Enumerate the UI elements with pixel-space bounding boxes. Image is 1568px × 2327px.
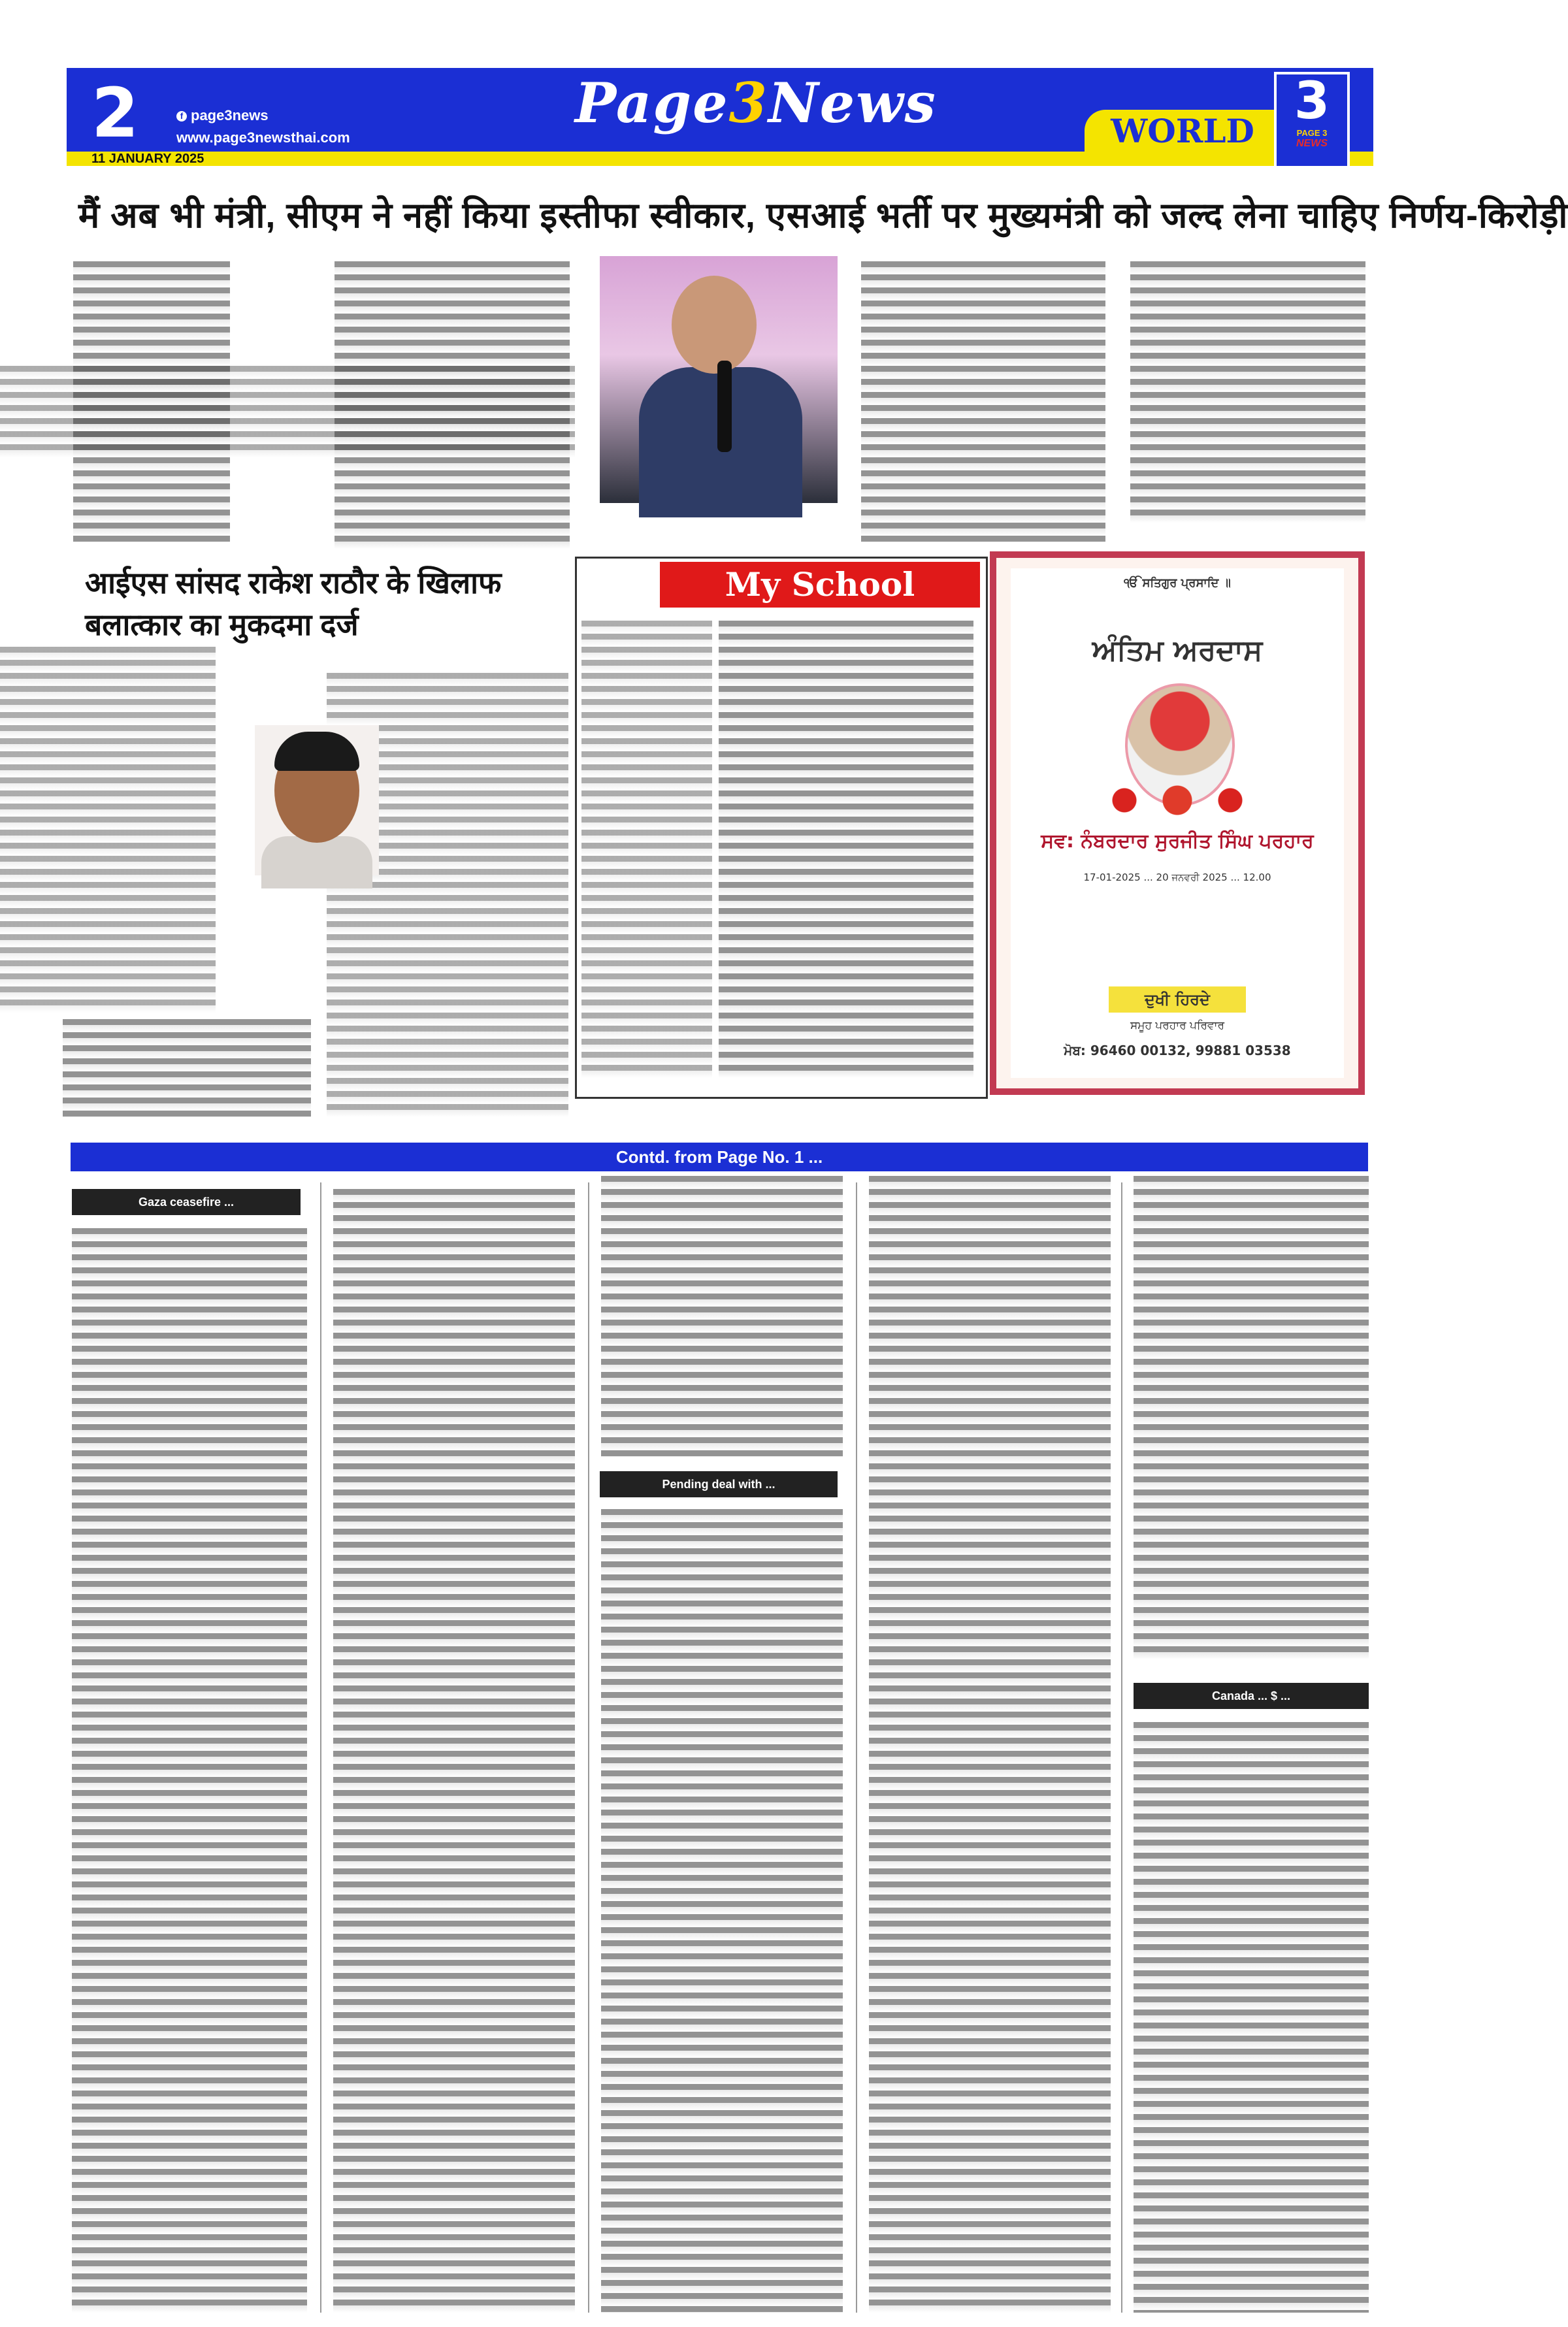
flower-wreath-icon (1089, 777, 1266, 823)
secondary-headline: आईएस सांसद राकेश राठौर के खिलाफ बलात्कार का मुकदमा दर्ज (85, 566, 502, 642)
facebook-icon: f (176, 111, 187, 122)
page3-logo: 3 PAGE 3 NEWS (1274, 72, 1350, 169)
article-column (63, 1019, 311, 1117)
page-number: 2 (91, 73, 139, 153)
ad-title: ਅੰਤਿਮ ਅਰਦਾਸ (1092, 634, 1263, 667)
date-strip (67, 152, 1373, 166)
continued-bar: Contd. from Page No. 1 ... (71, 1143, 1368, 1171)
lead-headline: मैं अब भी मंत्री, सीएम ने नहीं किया इस्तीफा स्वीकार, एसआई भर्ती पर मुख्यमंत्री को जल्द लेना चाहिए निर्णय-किरोड़ी (78, 196, 1568, 235)
ad-signoff: ਦੁਖੀ ਹਿਰਦੇ (1109, 986, 1246, 1013)
article-column (333, 1189, 575, 2313)
continued-label: Pending deal with ... (600, 1471, 838, 1497)
article-column (0, 647, 216, 1013)
article-column (1134, 1722, 1369, 2313)
section-label: WORLD (1085, 110, 1281, 153)
column-rule (1121, 1182, 1122, 2313)
obituary-ad (990, 551, 1365, 1095)
article-column (869, 1176, 1111, 2313)
column-rule (856, 1182, 857, 2313)
speaker-photo (600, 256, 838, 503)
website-link[interactable]: www.page3newsthai.com (176, 129, 350, 146)
deceased-name: ਸਵ: ਨੰਬਰਦਾਰ ਸੁਰਜੀਤ ਸਿੰਘ ਪਰਹਾਰ (1041, 830, 1314, 853)
politician-photo (255, 725, 379, 875)
issue-date: 11 JANUARY 2025 (91, 152, 204, 166)
microphone-icon (717, 361, 732, 452)
ad-phone: ਮੋਬ: 96460 00132, 99881 03538 (1064, 1043, 1291, 1058)
my-school-title: My School (660, 562, 980, 608)
continued-label: Gaza ceasefire ... (72, 1189, 301, 1215)
article-column (0, 366, 575, 457)
article-column (601, 1509, 843, 2313)
article-column (861, 261, 1105, 542)
article-column (601, 1176, 843, 1457)
ad-body: 17-01-2025 ... 20 ਜਨਵਰੀ 2025 ... 12.00 (1083, 871, 1271, 883)
social-handle[interactable]: page3news (191, 107, 269, 123)
ad-family: ਸਮੂਹ ਪਰਹਾਰ ਪਰਿਵਾਰ (1130, 1019, 1225, 1032)
social-links (176, 105, 350, 149)
article-column (581, 621, 712, 1078)
column-rule (320, 1182, 321, 2313)
ad-invocation: ੴ ਸਤਿਗੁਰ ਪ੍ਰਸਾਦਿ ॥ (1124, 576, 1231, 590)
article-column (1130, 261, 1365, 523)
continued-label: Canada ... $ ... (1134, 1683, 1369, 1709)
article-column (1134, 1176, 1369, 1659)
newspaper-masthead: Page3News (575, 71, 937, 135)
poem-column (719, 621, 973, 1078)
column-rule (588, 1182, 589, 2313)
article-column (72, 1228, 307, 2313)
